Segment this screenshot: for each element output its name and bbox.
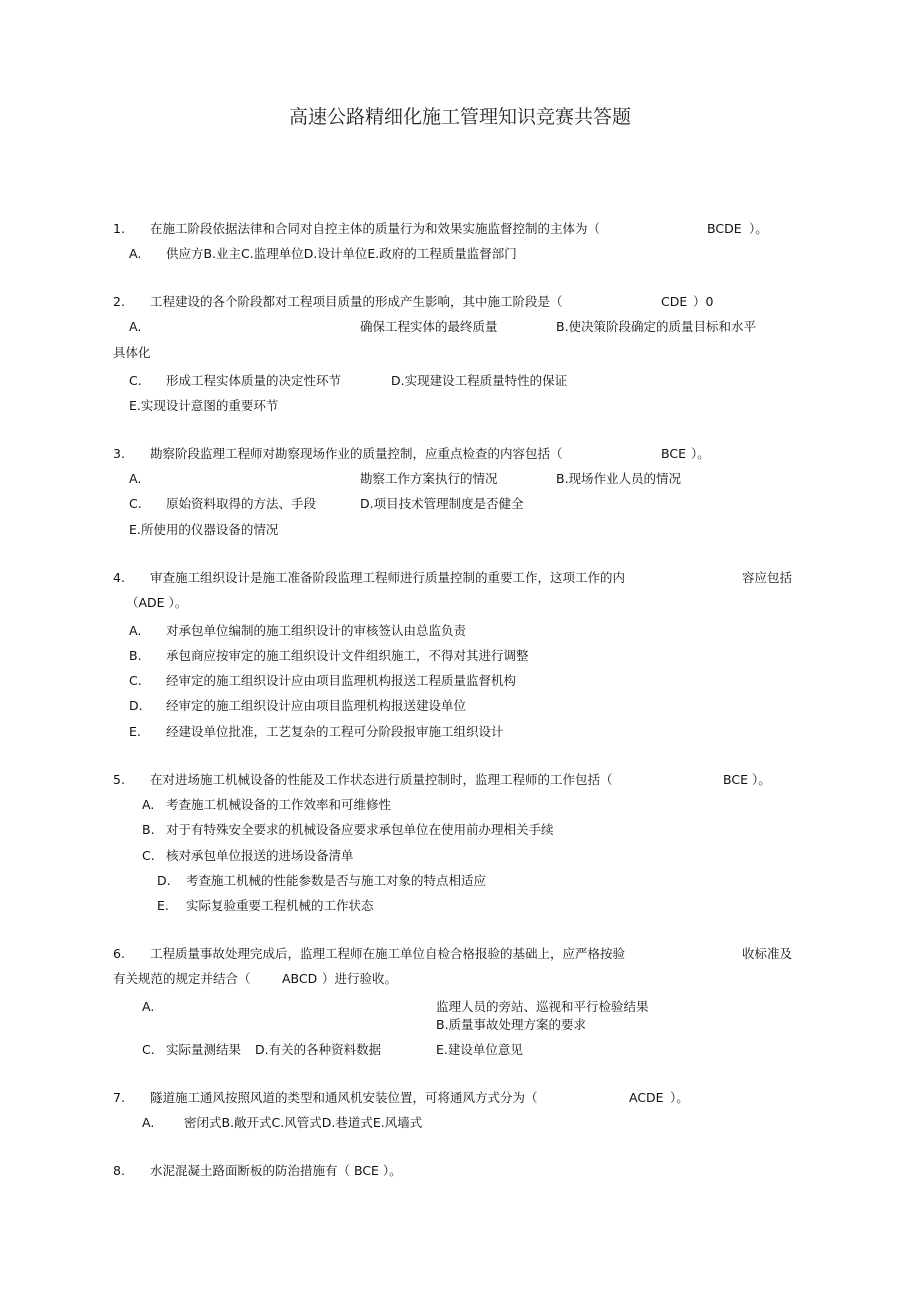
option-text: 监理人员的旁站、巡视和平行检验结果 — [436, 999, 649, 1014]
question-number: 8. — [113, 1163, 125, 1178]
option-text: 供应方B.业主C.监理单位D.设计单位E.政府的工程质量监督部门 — [166, 246, 517, 261]
answer-close: ）。 — [749, 221, 768, 236]
page-title: 高速公路精细化施工管理知识竞赛共答题 — [288, 106, 631, 128]
question-number: 6. — [113, 946, 125, 961]
option-label-d: D. — [129, 698, 143, 713]
answer: BCE — [723, 772, 748, 787]
option-text: 经审定的施工组织设计应由项目监理机构报送工程质量监督机构 — [166, 673, 517, 688]
answer: BCE — [661, 446, 686, 461]
option-label-b: B. — [129, 648, 142, 663]
option-text: E.实现设计意图的重要环节 — [129, 398, 279, 413]
question-stem: 在施工阶段依据法律和合同对自控主体的质量行为和效果实施监督控制的主体为（ — [150, 221, 601, 236]
option-text: 经审定的施工组织设计应由项目监理机构报送建设单位 — [166, 698, 467, 713]
option-text: E.建设单位意见 — [436, 1042, 523, 1057]
question-stem: 勘察阶段监理工程师对勘察现场作业的质量控制，应重点检查的内容包括（ — [150, 446, 563, 461]
option-text: 对承包单位编制的施工组织设计的审核签认由总监负责 — [166, 623, 467, 638]
option-label-c: C. — [129, 496, 142, 511]
answer: CDE — [661, 294, 688, 309]
option-label-a: A. — [129, 471, 142, 486]
option-label-a: A. — [142, 1115, 155, 1130]
option-label-c: C. — [129, 373, 142, 388]
option-label-c: C. — [129, 673, 142, 688]
option-text: D.有关的各种资料数据 — [255, 1042, 382, 1057]
option-text: B.质量事故处理方案的要求 — [436, 1017, 587, 1032]
question-stem-tail: 容应包括 — [742, 570, 793, 585]
option-text: 实际量测结果 — [166, 1042, 242, 1057]
option-label-e: E. — [129, 724, 141, 739]
option-text: B.现场作业人员的情况 — [556, 471, 682, 486]
option-text: 形成工程实体质量的决定性环节 — [166, 373, 342, 388]
question-stem: 工程建设的各个阶段都对工程项目质量的形成产生影响，其中施工阶段是（ — [150, 294, 563, 309]
question-stem: 在对进场施工机械设备的性能及工作状态进行质量控制时，监理工程师的工作包括（ — [150, 772, 613, 787]
answer: （ADE ）。 — [126, 595, 188, 610]
option-text: 实际复验重要工程机械的工作状态 — [186, 898, 374, 913]
option-label-d: D. — [157, 873, 171, 888]
answer-close: ）。 — [691, 446, 710, 461]
option-text: D.项目技术管理制度是否健全 — [360, 496, 524, 511]
option-text-wrap: 具体化 — [113, 345, 151, 360]
option-text: E.所使用的仪器设备的情况 — [129, 522, 279, 537]
question-stem-line2-end: ）进行验收。 — [322, 971, 398, 986]
option-text: 经建设单位批准，工艺复杂的工程可分阶段报审施工组织设计 — [166, 724, 504, 739]
option-text: 勘察工作方案执行的情况 — [360, 471, 498, 486]
option-label-a: A. — [129, 623, 142, 638]
option-text: 考查施工机械设备的工作效率和可维修性 — [166, 797, 392, 812]
option-label-c: C. — [142, 1042, 155, 1057]
option-text: B.使决策阶段确定的质量目标和水平 — [556, 319, 757, 334]
question-stem-line2: 有关规范的规定并结合（ — [113, 971, 251, 986]
option-label-a: A. — [129, 246, 142, 261]
question-number: 5. — [113, 772, 125, 787]
option-label-a: A. — [142, 999, 155, 1014]
question-number: 7. — [113, 1090, 125, 1105]
option-text: 密闭式B.敞开式C.风管式D.巷道式E.风墙式 — [184, 1115, 423, 1130]
option-text: 考查施工机械的性能参数是否与施工对象的特点相适应 — [186, 873, 487, 888]
option-label-e: E. — [157, 898, 169, 913]
question-number: 2. — [113, 294, 125, 309]
question-number: 3. — [113, 446, 125, 461]
option-text: 对于有特殊安全要求的机械设备应要求承包单位在使用前办理相关手续 — [166, 822, 554, 837]
question-stem: 隧道施工通风按照风道的类型和通风机安装位置，可将通风方式分为（ — [150, 1090, 538, 1105]
option-label-c: C. — [142, 848, 155, 863]
option-text: 核对承包单位报送的进场设备清单 — [166, 848, 354, 863]
option-text: 承包商应按审定的施工组织设计文件组织施工，不得对其进行调整 — [166, 648, 529, 663]
option-label-b: B. — [142, 822, 155, 837]
answer: BCDE — [707, 221, 742, 236]
question-stem-tail: 收标准及 — [742, 946, 793, 961]
option-label-a: A. — [129, 319, 142, 334]
answer: ACDE — [629, 1090, 664, 1105]
option-label-a: A. — [142, 797, 155, 812]
question-stem: 工程质量事故处理完成后，监理工程师在施工单位自检合格报验的基础上，应严格按验 — [150, 946, 626, 961]
answer-close: ）。 — [752, 772, 771, 787]
question-number: 1. — [113, 221, 125, 236]
question-number: 4. — [113, 570, 125, 585]
question-stem: 审查施工组织设计是施工准备阶段监理工程师进行质量控制的重要工作，这项工作的内 — [150, 570, 626, 585]
option-text: 原始资料取得的方法、手段 — [166, 496, 317, 511]
answer-close: ）0 — [693, 294, 714, 309]
question-stem: 水泥混凝土路面断板的防治措施有（ BCE ）。 — [150, 1163, 402, 1178]
answer: ABCD — [282, 971, 318, 986]
answer-close: ）。 — [670, 1090, 689, 1105]
option-text: 确保工程实体的最终质量 — [360, 319, 498, 334]
option-text: D.实现建设工程质量特性的保证 — [391, 373, 568, 388]
